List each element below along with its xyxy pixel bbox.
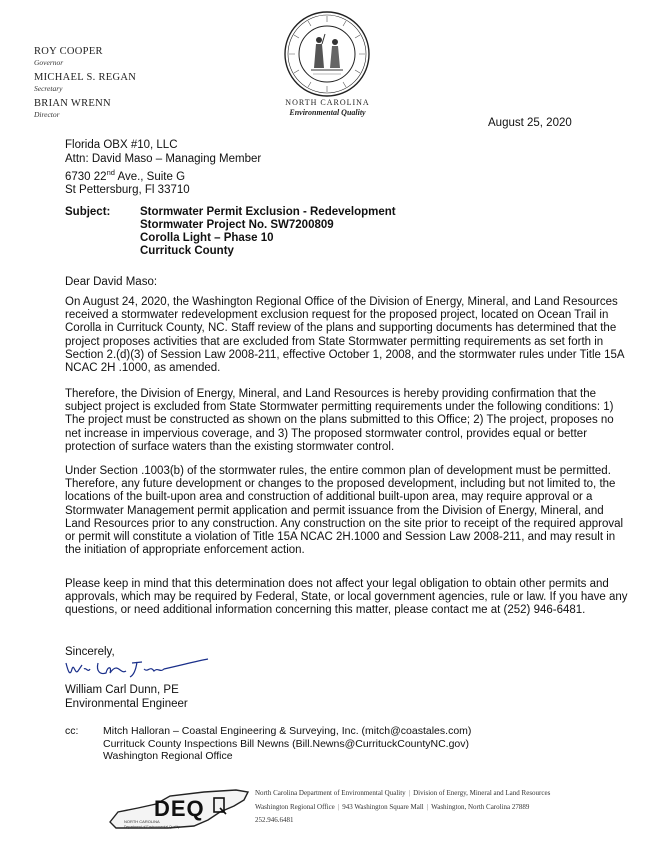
signer-title: Environmental Engineer [65,697,188,710]
signer-name: William Carl Dunn, PE [65,684,179,696]
subject-line: Stormwater Project No. SW7200809 [140,219,334,231]
closing: Sincerely, [65,646,115,658]
svg-text:NORTH CAROLINA: NORTH CAROLINA [124,819,160,824]
official-title-secretary: Secretary [34,84,63,93]
subject-lines [140,206,396,258]
svg-text:DEQ: DEQ [154,796,205,821]
cc-entry: Mitch Halloran – Coastal Engineering & Surveying, Inc. (mitch@coastales.com) [103,725,472,737]
footer-city: Washington, North Carolina 27889 [431,802,530,811]
state-seal-icon [283,10,371,98]
street-ordinal: nd [106,168,115,177]
paragraph-text: Please keep in mind that this determination does not affect your legal obligation to obtain other permits and approvals, which may be required by Federal, State, or local government agencies, rule or law. If you have any questions, or need additional information concerning this matter, please contact me at (252) 946-6481. [65,578,628,617]
subject-label: Subject: [65,206,111,218]
agency-state: NORTH CAROLINA [285,98,370,107]
footer-phone: 252.946.6481 [255,816,294,824]
deq-logo-icon [108,782,258,832]
footer-block [255,787,550,828]
official-title-director: Director [34,110,60,119]
cc-list [103,725,471,763]
officials-block [34,46,136,124]
footer-line-1: North Carolina Department of Environmental Quality | Division of Energy, Mineral and Land Resources [255,789,551,797]
paragraph-text: Under Section .1003(b) of the stormwater rules, the entire common plan of development must be permitted. Therefore, any future development or changes to the proposed development, including but not limited to, the locations of the built-upon area and construction of additional built-upon area, may require approval or a Stormwater Management permit application and permit issuance from the Division of Energy, Mineral, and Land Resources prior to any construction. Any construction on the site prior to receipt of the required approval or permit will constitute a violation of Title 15A NCAC 2H.1000 and Session Law 2008-211, and may result in the initiation of appropriate enforcement action. [65,465,624,557]
official-title-governor: Governor [34,58,64,67]
footer-line-2: Washington Regional Office | 943 Washington Square Mall | Washington, North Carolina 27889 [255,802,530,811]
cc-entry: Washington Regional Office [103,750,233,762]
agency-subtitle: Environmental Quality [289,108,366,117]
body-paragraph-4 [65,578,630,618]
body-paragraph-1 [65,296,630,375]
cc-label: cc: [65,725,79,737]
subject-line: Stormwater Permit Exclusion - Redevelopment [140,206,396,218]
subject-line: Currituck County [140,245,234,257]
salutation: Dear David Maso: [65,276,158,288]
official-name-secretary: MICHAEL S. REGAN [34,72,137,83]
svg-text:Department of Environmental Qu: Department of Environmental Quality [124,825,180,829]
footer-division: Division of Energy, Mineral and Land Resources [413,789,551,797]
street-number: 6730 22 [65,170,107,183]
signer-block [65,684,188,711]
footer-dept: North Carolina Department of Environmental Quality [255,789,406,797]
cc-entry: Currituck County Inspections Bill Newns (Bill.Newns@CurrituckCountyNC.gov) [103,737,470,750]
recipient-company: Florida OBX #10, LLC [65,139,178,151]
official-name-director: BRIAN WRENN [34,98,111,109]
agency-block [260,98,395,118]
street-rest: Ave., Suite G [114,170,186,183]
body-paragraph-2 [65,388,630,454]
subject-block [65,206,465,262]
recipient-address [65,139,261,198]
letter-date: August 25, 2020 [488,117,572,129]
paragraph-text: On August 24, 2020, the Washington Regional Office of the Division of Energy, Mineral, and Land Resources received a stormwater redevelopment exclusion request for the proposed project, located on Ocean Trail in Corolla in Currituck County, NC. Staff review of the plans and supporting documents has determined that the project proposes activities that are excluded from State Stormwater permitting requirements as set forth in Section 2.(d)(3) of Session Law 2008-211, effective October 1, 2008, and the stormwater rules under Title 15A NCAC 2H .1000, as amended. [65,296,624,375]
subject-line: Corolla Light – Phase 10 [140,232,274,244]
recipient-city: St Pettersburg, Fl 33710 [65,184,190,197]
official-name-governor: ROY COOPER [34,46,103,57]
handwritten-signature [62,655,212,683]
paragraph-text: Therefore, the Division of Energy, Mineral, and Land Resources is hereby providing confirmation that the subject project is excluded from State Stormwater permitting requirements under the following conditions: 1) The project must be constructed as shown on the plans submitted to this Office; 2) The project, proposes no net increase in impervious coverage, and 3) The proposed stormwater control, provides equal or better protection of surface waters than the existing stormwater control. [65,388,614,453]
recipient-street [65,166,261,184]
body-paragraph-3 [65,465,630,557]
recipient-attn: Attn: David Maso – Managing Member [65,152,262,165]
footer-street: 943 Washington Square Mall [342,802,424,811]
footer-office: Washington Regional Office [255,802,335,811]
